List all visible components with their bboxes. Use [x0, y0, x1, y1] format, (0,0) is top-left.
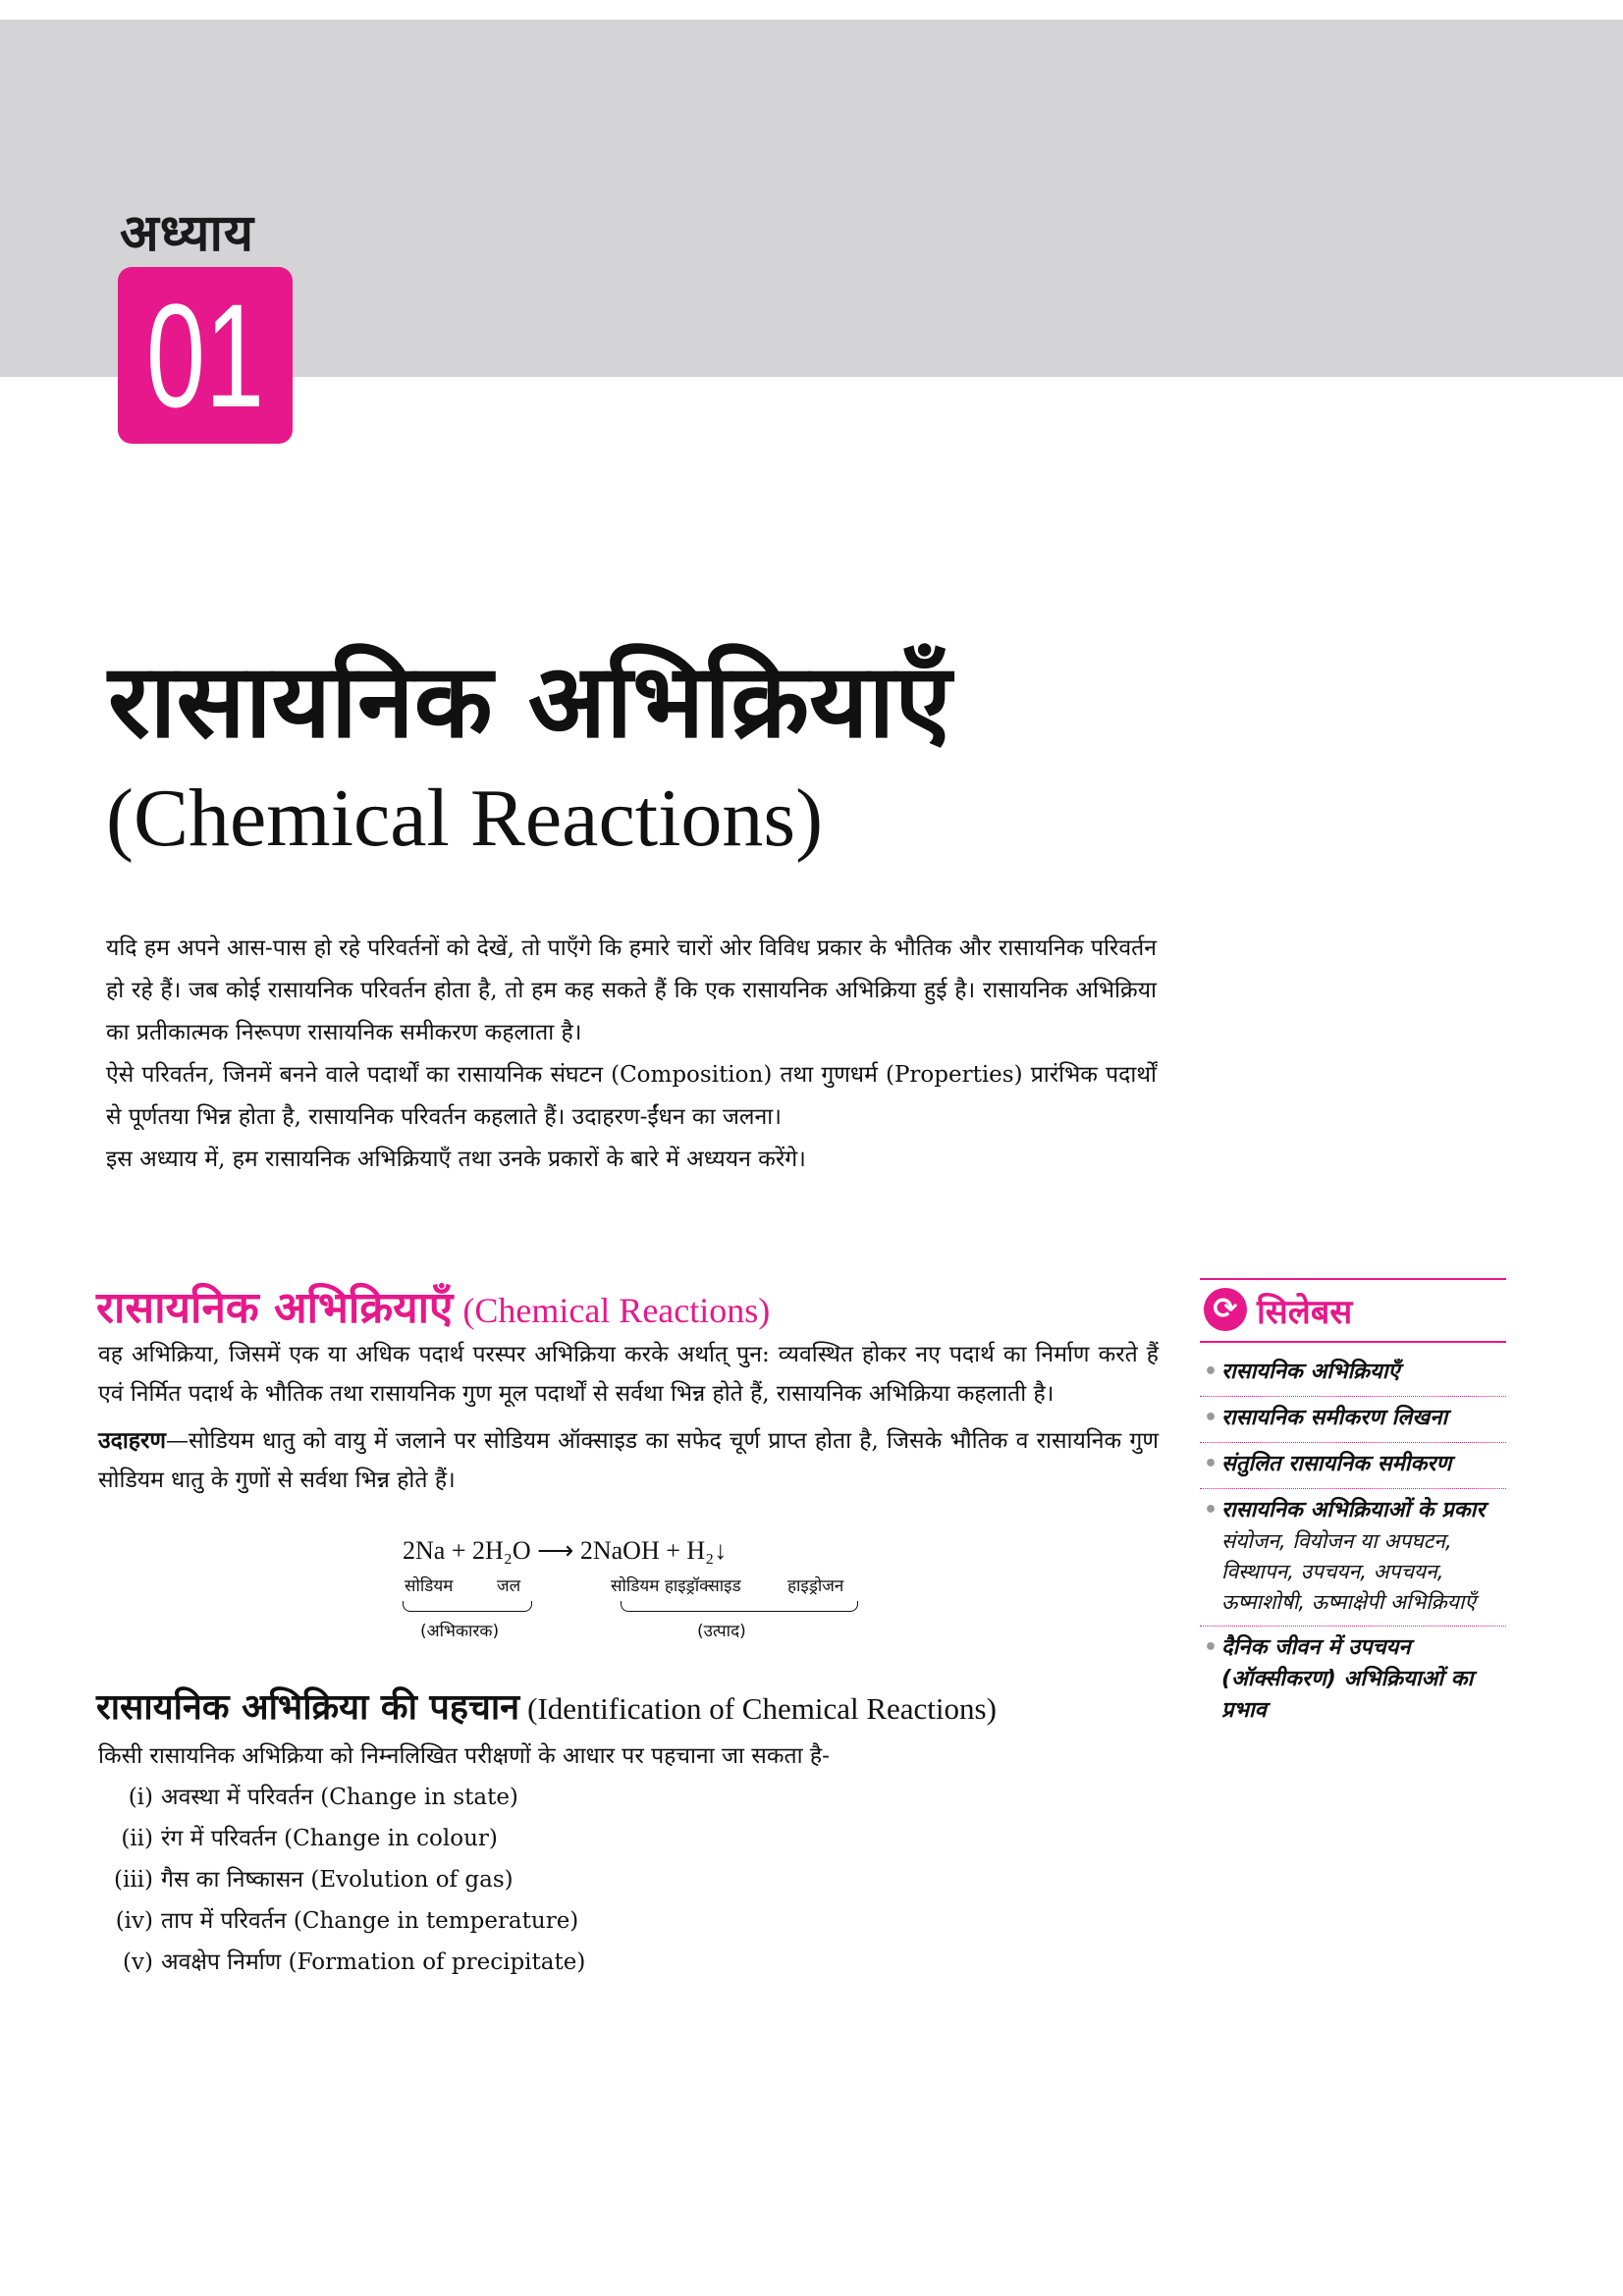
products-brace: [621, 1601, 858, 1612]
identification-block: [98, 1735, 1139, 1983]
list-item: (iv) ताप में परिवर्तन (Change in temperature): [115, 1908, 579, 1934]
syllabus-list: [1200, 1351, 1506, 1735]
intro-block: [106, 928, 1157, 1181]
example-paragraph: [98, 1421, 1159, 1500]
syllabus-item: • रासायनिक अभिक्रियाओं के प्रकार संयोजन, वियोजन या अपघटन, विस्थापन, उपचयन, अपचयन, ऊष्माशोषी, ऊष्माक्षेपी अभिक्रियाएँ: [1200, 1489, 1506, 1627]
page-title-english: (Chemical Reactions): [106, 773, 824, 864]
refresh-icon: ⟳: [1204, 1288, 1247, 1331]
equation-formula: 2Na + 2H₂O ⟶ 2NaOH + H₂↓: [403, 1536, 728, 1565]
syllabus-header: [1200, 1278, 1506, 1343]
identification-lead: किसी रासायनिक अभिक्रिया को निम्नलिखित परीक्षणों के आधार पर पहचाना जा सकता है-: [98, 1743, 830, 1769]
section-heading-identification: [96, 1682, 997, 1730]
label-sodium: सोडियम: [405, 1576, 454, 1596]
section2-heading-english: (Identification of Chemical Reactions): [527, 1691, 997, 1726]
example-text: —सोडियम धातु को वायु में जलाने पर सोडियम ऑक्साइड का सफेद चूर्ण प्राप्त होता है, जिसके भौतिक व रासायनिक गुण सोडियम धातु के गुणों से सर्वथा भिन्न होते हैं।: [98, 1428, 1159, 1493]
syllabus-item: • दैनिक जीवन में उपचयन (ऑक्सीकरण) अभिक्रियाओं का प्रभाव: [1200, 1627, 1506, 1735]
syllabus-item: • रासायनिक समीकरण लिखना: [1200, 1397, 1506, 1443]
section1-body: [98, 1335, 1159, 1500]
syllabus-title: सिलेबस: [1257, 1293, 1353, 1332]
reactants-brace: [403, 1601, 532, 1612]
chapter-number-badge: [118, 267, 293, 444]
section-heading-english: (Chemical Reactions): [462, 1291, 771, 1330]
chapter-label: अध्याय: [120, 204, 255, 263]
list-item: (i) अवस्था में परिवर्तन (Change in state): [128, 1785, 518, 1810]
page-title-hindi: रासायनिक अभिक्रियाएँ: [108, 641, 951, 761]
definition-paragraph: वह अभिक्रिया, जिसमें एक या अधिक पदार्थ परस्पर अभिक्रिया करके अर्थात् पुन: व्यवस्थित होकर नए पदार्थ का निर्माण करते हैं एवं निर्मित पदार्थ के भौतिक तथा रासायनिक गुण मूल पदार्थों से सर्वथा भिन्न होते हैं, रासायनिक अभिक्रिया कहलाती है।: [98, 1342, 1159, 1407]
syllabus-box: [1200, 1278, 1506, 1735]
label-sodium-hydroxide: सोडियम हाइड्रॉक्साइड: [611, 1576, 741, 1596]
chapter-number: 01: [145, 273, 265, 438]
intro-paragraph-1: यदि हम अपने आस-पास हो रहे परिवर्तनों को देखें, तो पाएँगे कि हमारे चारों ओर विविध प्रकार के भौतिक और रासायनिक परिवर्तन हो रहे हैं। जब कोई रासायनिक परिवर्तन होता है, तो हम कह सकते हैं कि एक रासायनिक अभिक्रिया हुई है। रासायनिक अभिक्रिया का प्रतीकात्मक निरूपण रासायनिक समीकरण कहलाता है।: [106, 935, 1157, 1045]
chemical-equation: [403, 1536, 874, 1654]
syllabus-item: • संतुलित रासायनिक समीकरण: [1200, 1443, 1506, 1489]
syllabus-item: • रासायनिक अभिक्रियाएँ: [1200, 1351, 1506, 1397]
identification-list: [98, 1777, 1139, 1983]
intro-paragraph-2: ऐसे परिवर्तन, जिनमें बनने वाले पदार्थों का रासायनिक संघटन (Composition) तथा गुणधर्म (Properties) प्रारंभिक पदार्थों से पूर्णतया भिन्न होता है, रासायनिक परिवर्तन कहलाते हैं। उदाहरण-ईंधन का जलना।: [106, 1062, 1157, 1130]
syllabus-item-detail: संयोजन, वियोजन या अपघटन, विस्थापन, उपचयन, अपचयन, ऊष्माशोषी, ऊष्माक्षेपी अभिक्रियाएँ: [1221, 1529, 1477, 1614]
label-water: जल: [497, 1576, 521, 1596]
label-reactants: (अभिकारक): [420, 1622, 500, 1641]
list-item: (iii) गैस का निष्कासन (Evolution of gas): [113, 1867, 514, 1893]
example-label: उदाहरण: [98, 1427, 167, 1454]
section-heading-chemical-reactions: [96, 1276, 770, 1335]
list-item: (ii) रंग में परिवर्तन (Change in colour): [121, 1826, 498, 1851]
label-products: (उत्पाद): [697, 1622, 746, 1641]
list-item: (v) अवक्षेप निर्माण (Formation of precipitate): [123, 1949, 586, 1975]
intro-paragraph-3: इस अध्याय में, हम रासायनिक अभिक्रियाएँ तथा उनके प्रकारों के बारे में अध्ययन करेंगे।: [106, 1147, 806, 1172]
section-heading-hindi: रासायनिक अभिक्रियाएँ: [96, 1283, 454, 1333]
label-hydrogen: हाइड्रोजन: [787, 1576, 844, 1596]
section2-heading-hindi: रासायनिक अभिक्रिया की पहचान: [96, 1687, 520, 1728]
